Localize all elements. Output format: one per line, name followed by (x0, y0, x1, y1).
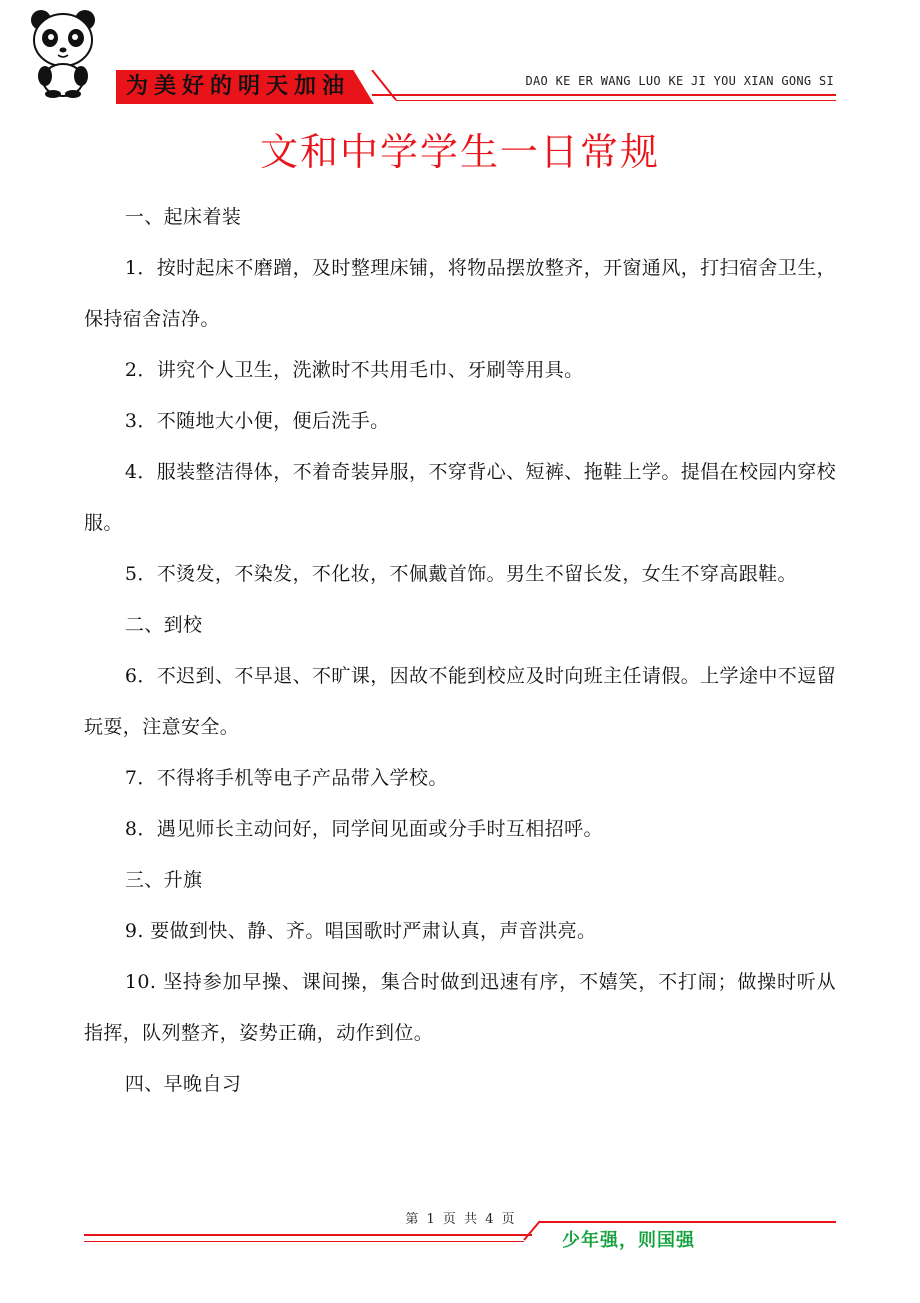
footer-rule-top (540, 1221, 836, 1223)
document-body (84, 192, 836, 1110)
header-rule-thin (396, 100, 836, 101)
footer-rule-thin (84, 1241, 524, 1242)
rule-item: 6．不迟到、不早退、不旷课，因故不能到校应及时向班主任请假。上学途中不逗留玩耍，注意安全。 (84, 665, 836, 738)
footer-motto: 少年强，则国强 (562, 1230, 695, 1251)
rule-item: 7．不得将手机等电子产品带入学校。 (124, 767, 448, 789)
rule-item: 4．服装整洁得体，不着奇装异服，不穿背心、短裤、拖鞋上学。提倡在校园内穿校服。 (84, 461, 836, 534)
footer-rule (84, 1234, 532, 1236)
header-rule-corner (366, 70, 410, 104)
rule-item: 8．遇见师长主动问好，同学间见面或分手时互相招呼。 (124, 818, 603, 840)
rule-item: 5．不烫发，不染发，不化妆，不佩戴首饰。男生不留长发，女生不穿高跟鞋。 (124, 563, 797, 585)
rule-item: 1．按时起床不磨蹭，及时整理床铺，将物品摆放整齐，开窗通风，打扫宿舍卫生，保持宿舍洁净。 (84, 257, 836, 330)
page-number: 第 1 页 共 4 页 (405, 1212, 515, 1227)
slogan-text: 为美好的明天加油 (126, 74, 351, 99)
rule-item: 3．不随地大小便，便后洗手。 (124, 410, 390, 432)
section-heading: 二、到校 (124, 614, 203, 636)
section-heading: 三、升旗 (124, 869, 203, 891)
section-heading: 一、起床着装 (124, 206, 242, 228)
header-rule (372, 94, 836, 96)
rule-item: 9. 要做到快、静、齐。唱国歌时严肃认真，声音洪亮。 (124, 920, 597, 942)
document-title: 文和中学学生一日常规 (259, 130, 660, 174)
rule-item: 10. 坚持参加早操、课间操，集合时做到迅速有序，不嬉笑，不打闹；做操时听从指挥，队列整齐，姿势正确，动作到位。 (84, 971, 836, 1044)
rule-item: 2．讲究个人卫生，洗漱时不共用毛巾、牙刷等用具。 (124, 359, 584, 381)
panda-icon (28, 8, 98, 98)
section-heading: 四、早晚自习 (124, 1073, 242, 1095)
company-name: DAO KE ER WANG LUO KE JI YOU XIAN GONG SI (525, 74, 834, 88)
